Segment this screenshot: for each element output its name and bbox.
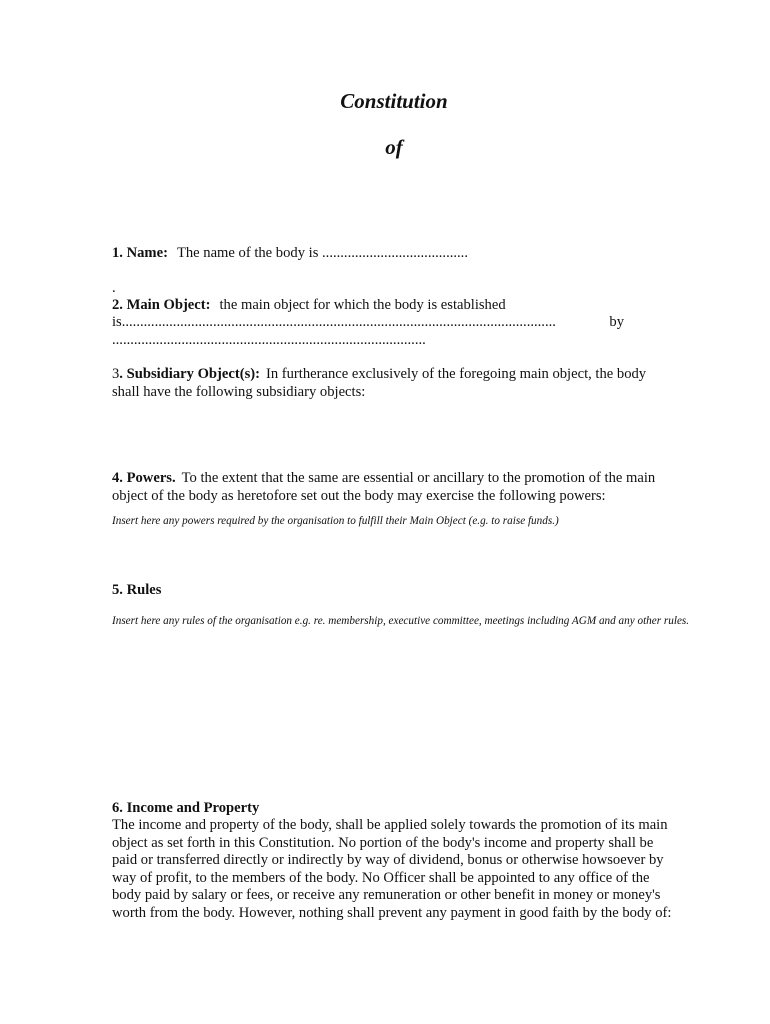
section-powers-note: Insert here any powers required by the organisation to fulfill their Main Object (e.g. to raise funds.) bbox=[112, 515, 559, 527]
section-powers-text: To the extent that the same are essential or ancillary to the promotion of the main object of the body as heretofore set out the body may exercise the following powers: bbox=[112, 470, 656, 504]
section-main-object bbox=[112, 297, 506, 315]
section-income-text: The income and property of the body, shall be applied solely towards the promotion of its main object as set forth in this Constitution. No portion of the body's income and property shall be paid or transferred directly or indirectly by way of dividend, bonus or otherwise howsoever by way of profit, to the members of the body. No Officer shall be appointed to any office of the body paid by salary or fees, or receive any remuneration or other benefit in money or money's worth from the body. However, nothing shall prevent any payment in good faith by the body of: bbox=[112, 817, 672, 921]
section-subsidiary-objects bbox=[112, 366, 672, 401]
section-rules-note: Insert here any rules of the organisation e.g. re. membership, executive committee, meetings including AGM and any other rules. bbox=[112, 615, 690, 627]
section-name-heading: 1. Name: bbox=[112, 245, 168, 261]
section-subsidiary-text: In furtherance exclusively of the foregoing main object, the body shall have the following subsidiary objects: bbox=[112, 366, 647, 400]
document-subtitle: of bbox=[385, 135, 403, 159]
section-name bbox=[112, 245, 468, 263]
main-object-fill-line-2: ...................................................................................... bbox=[112, 332, 426, 348]
section-rules-heading: 5. Rules bbox=[112, 582, 162, 598]
section-main-object-text: the main object for which the body is established bbox=[219, 297, 506, 313]
document-title: Constitution bbox=[340, 89, 448, 113]
stray-dot: . bbox=[112, 280, 116, 296]
section-main-object-heading: 2. Main Object: bbox=[112, 297, 211, 313]
main-object-fill-left: is....................................................................................................................... bbox=[112, 314, 556, 330]
main-object-fill-right: by bbox=[609, 314, 624, 330]
section-income-heading: 6. Income and Property bbox=[112, 800, 260, 816]
section-subsidiary-number: 3 bbox=[112, 366, 120, 382]
section-name-text: The name of the body is ........................................ bbox=[176, 245, 468, 261]
section-powers-heading: 4. Powers. bbox=[112, 470, 176, 486]
section-powers bbox=[112, 470, 672, 505]
section-subsidiary-heading: . Subsidiary Object(s): bbox=[119, 366, 260, 382]
main-object-fill-line bbox=[112, 314, 624, 332]
